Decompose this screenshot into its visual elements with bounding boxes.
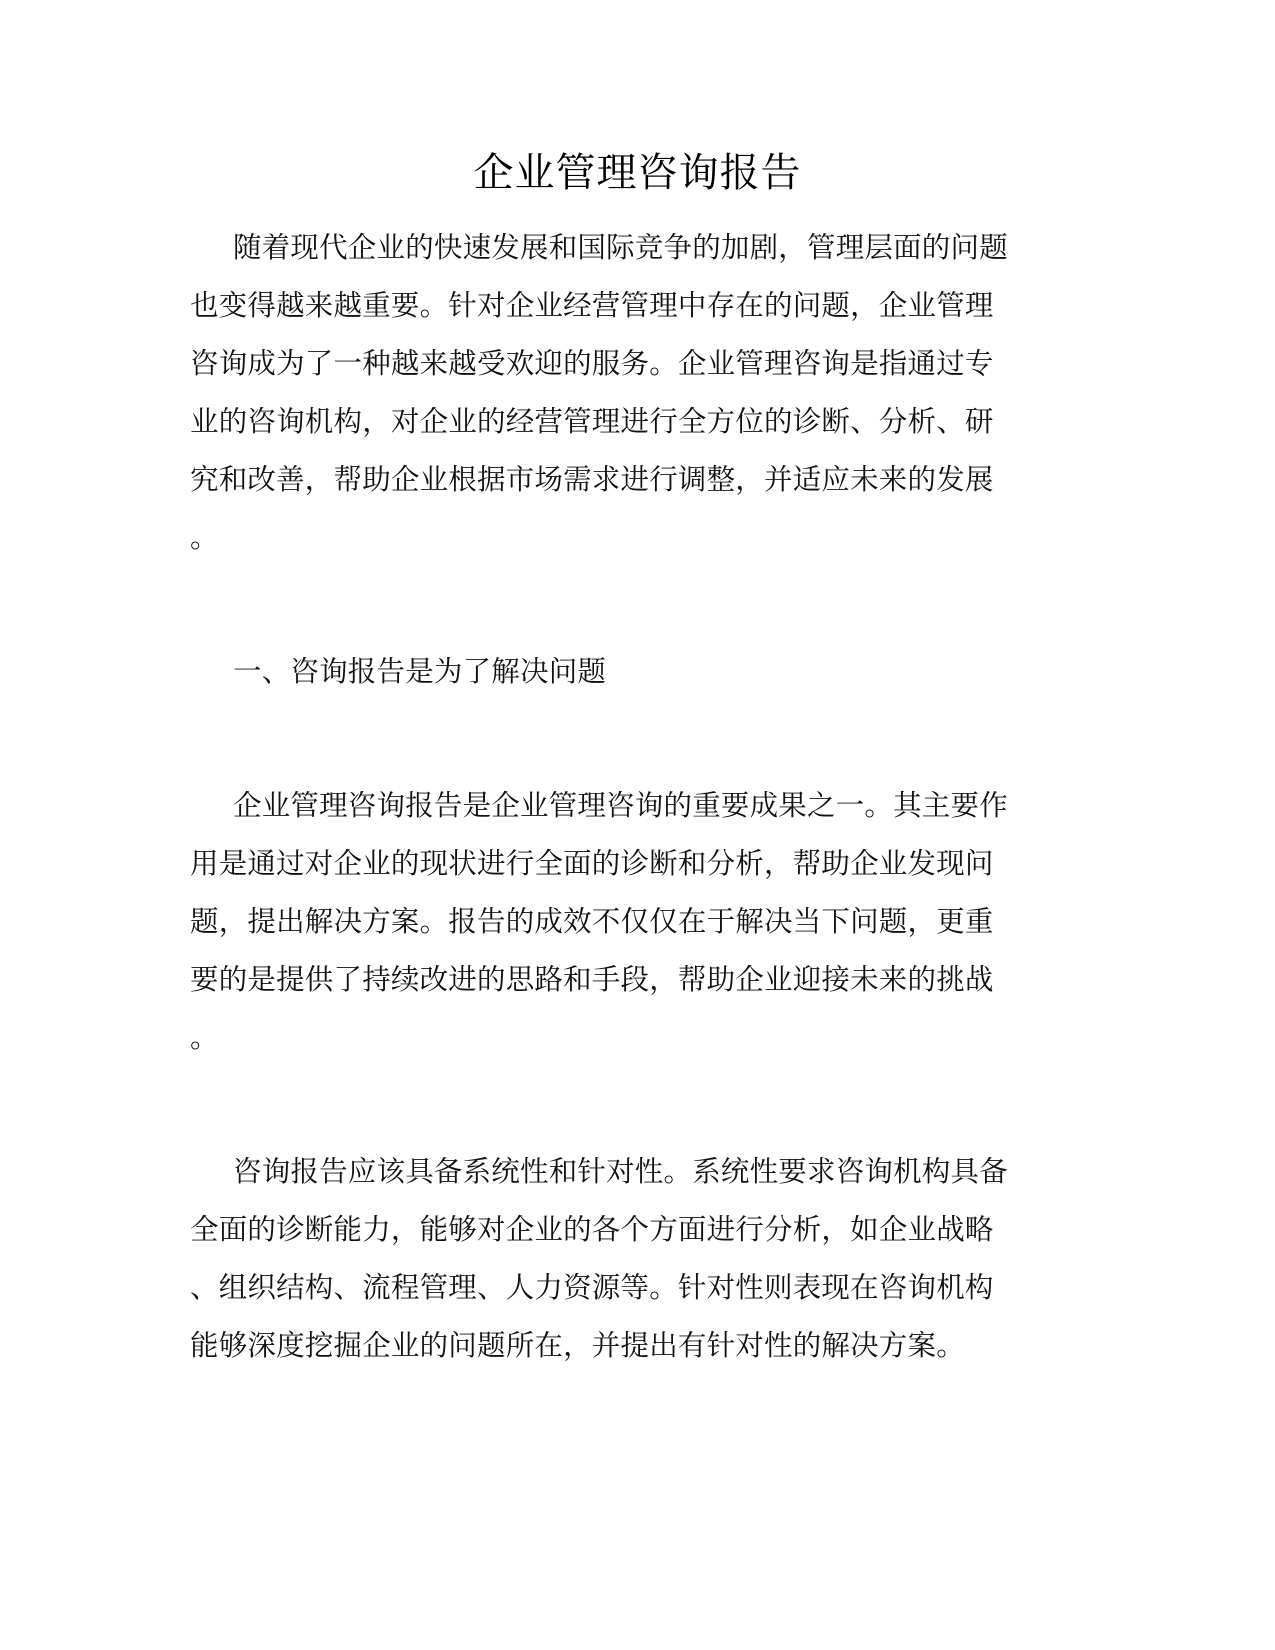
- document-title: 企业管理咨询报告: [473, 150, 802, 196]
- paragraph-2-line-4: 要的是提供了持续改进的思路和手段，帮助企业迎接未来的挑战: [190, 963, 994, 996]
- paragraph-2-line-2: 用是通过对企业的现状进行全面的诊断和分析，帮助企业发现问: [190, 847, 994, 880]
- paragraph-1-line-6: 。: [190, 521, 219, 554]
- paragraph-3-line-3: 、组织结构、流程管理、人力资源等。针对性则表现在咨询机构: [190, 1271, 994, 1304]
- paragraph-1-line-3: 咨询成为了一种越来越受欢迎的服务。企业管理咨询是指通过专: [190, 347, 994, 380]
- paragraph-1-line-1: 随着现代企业的快速发展和国际竞争的加剧，管理层面的问题: [233, 231, 1008, 264]
- paragraph-3-line-4: 能够深度挖掘企业的问题所在，并提出有针对性的解决方案。: [190, 1329, 965, 1362]
- paragraph-1-line-2: 也变得越来越重要。针对企业经营管理中存在的问题，企业管理: [190, 289, 994, 322]
- paragraph-2-line-1: 企业管理咨询报告是企业管理咨询的重要成果之一。其主要作: [233, 789, 1008, 822]
- paragraph-3-line-1: 咨询报告应该具备系统性和针对性。系统性要求咨询机构具备: [233, 1155, 1008, 1188]
- paragraph-2-line-3: 题，提出解决方案。报告的成效不仅仅在于解决当下问题，更重: [190, 905, 994, 938]
- paragraph-1-line-5: 究和改善，帮助企业根据市场需求进行调整，并适应未来的发展: [190, 463, 994, 496]
- paragraph-1-line-4: 业的咨询机构，对企业的经营管理进行全方位的诊断、分析、研: [190, 405, 994, 438]
- paragraph-2-line-5: 。: [190, 1021, 219, 1054]
- paragraph-3-line-2: 全面的诊断能力，能够对企业的各个方面进行分析，如企业战略: [190, 1213, 994, 1246]
- section-heading-1: 一、咨询报告是为了解决问题: [233, 655, 607, 688]
